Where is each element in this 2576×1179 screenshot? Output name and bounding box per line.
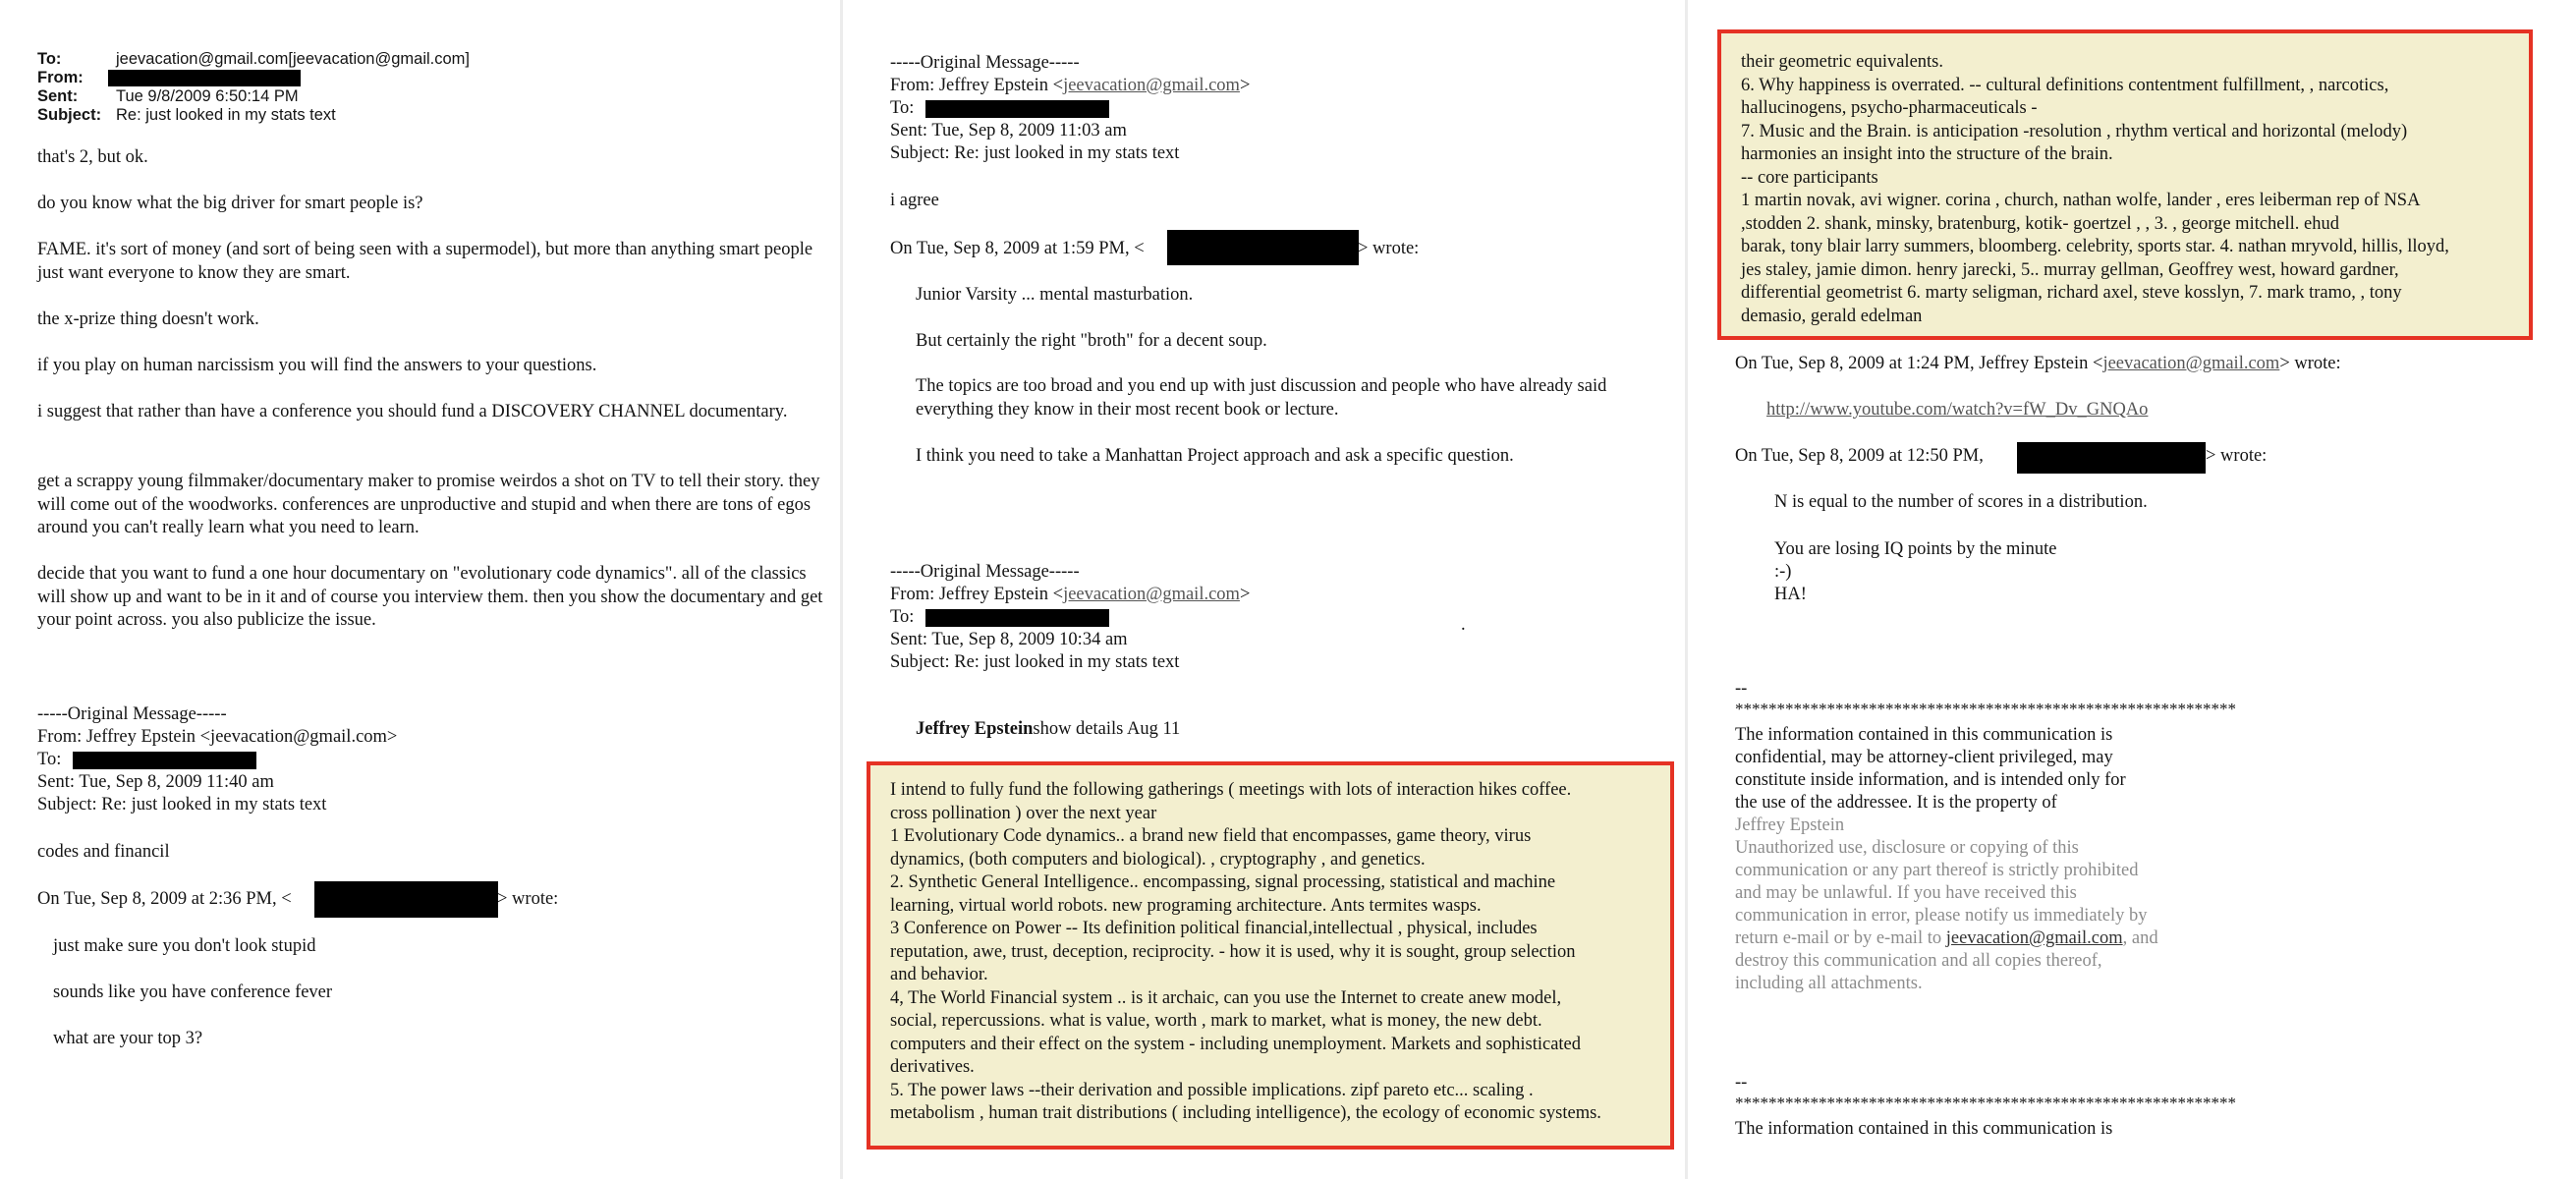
email-paragraph: do you know what the big driver for smart people is?: [37, 194, 423, 213]
disclaimer-line: communication in error, please notify us immediately by: [1735, 906, 2148, 926]
reply-body: codes and financil: [37, 842, 170, 862]
highlight-line: hallucinogens, psycho-pharmaceuticals -: [1741, 98, 2038, 118]
sender-meta: show details Aug 11: [1033, 719, 1181, 739]
highlight-line: 7. Music and the Brain. is anticipation -resolution , rhythm vertical and horizontal (melody): [1741, 121, 2408, 141]
redaction-bar: [925, 609, 1109, 627]
signature-stars: ************************************************************: [1735, 700, 2236, 718]
email-link[interactable]: jeevacation@gmail.com: [2102, 354, 2280, 373]
on-wrote-prefix: On Tue, Sep 8, 2009 at 1:59 PM, <: [890, 239, 1145, 258]
disclaimer-line: constitute inside information, and is intended only for: [1735, 770, 2126, 790]
sent-label: Sent:: [37, 87, 79, 105]
highlight-line: 1 martin novak, avi wigner. corina , church, nathan wolfe, lander , eres leiberman rep of NSA: [1741, 191, 2421, 210]
signature-stars: ************************************************************: [1735, 1094, 2236, 1112]
original-message-header: -----Original Message-----: [890, 562, 1080, 582]
highlight-line: 2. Synthetic General Intelligence.. encompassing, signal processing, statistical and machine: [890, 872, 1556, 892]
quoted-line: HA!: [1774, 585, 1807, 604]
youtube-link[interactable]: http://www.youtube.com/watch?v=fW_Dv_GNQAo: [1766, 400, 2149, 420]
orig-subject: Subject: Re: just looked in my stats text: [890, 143, 1180, 163]
quoted-line: N is equal to the number of scores in a distribution.: [1774, 492, 2148, 512]
quoted-line: :-): [1774, 562, 1792, 582]
on-wrote-suffix: > wrote:: [497, 889, 559, 909]
highlight-line: computers and their effect on the system - including unemployment. Markets and sophisticated: [890, 1034, 1581, 1054]
orig-to: To:: [37, 750, 62, 769]
orig-sent: Sent: Tue, Sep 8, 2009 11:40 am: [37, 772, 274, 792]
on-wrote-suffix: > wrote:: [2206, 446, 2268, 466]
quoted-paragraph: The topics are too broad and you end up with just discussion and people who have already said everything they know in their most recent book or lecture.: [916, 376, 1607, 420]
signature-dashes: --: [1735, 679, 1748, 699]
highlight-line: harmonies an insight into the structure of the brain.: [1741, 144, 2113, 164]
sender-line: [916, 717, 1180, 741]
disclaimer-line: and may be unlawful. If you have received this: [1735, 883, 2077, 903]
highlight-box-participants: [1717, 29, 2533, 340]
on-wrote-prefix: On Tue, Sep 8, 2009 at 12:50 PM,: [1735, 446, 1984, 466]
highlight-line: dynamics, (both computers and biological). , cryptography , and genetics.: [890, 849, 1426, 870]
orig-from: From: Jeffrey Epstein <jeevacation@gmail.com>: [37, 727, 398, 747]
quoted-line: sounds like you have conference fever: [53, 982, 333, 1002]
redaction-bar: [925, 100, 1109, 118]
highlight-line: demasio, gerald edelman: [1741, 306, 1923, 326]
highlight-line: 3 Conference on Power -- Its definition political financial,intellectual , physical, includes: [890, 919, 1538, 938]
quoted-line: I think you need to take a Manhattan Project approach and ask a specific question.: [916, 446, 1514, 466]
highlight-line: 4, The World Financial system .. is it archaic, can you use the Internet to create anew model,: [890, 987, 1562, 1008]
highlight-line: 1 Evolutionary Code dynamics.. a brand new field that encompasses, game theory, virus: [890, 826, 1532, 846]
highlight-line: 6. Why happiness is overrated. -- cultural definitions contentment fulfillment, , narcotics,: [1741, 75, 2389, 95]
highlight-line: jes staley, jamie dimon. henry jarecki, 5.. murray gellman, Geoffrey west, howard gardner,: [1741, 259, 2399, 280]
on-wrote-line: On Tue, Sep 8, 2009 at 1:24 PM, Jeffrey Epstein <jeevacation@gmail.com> wrote:: [1735, 354, 2341, 373]
disclaimer-line: return e-mail or by e-mail to jeevacation@gmail.com, and: [1735, 928, 2158, 948]
email-paragraph: the x-prize thing doesn't work.: [37, 309, 259, 329]
highlight-line: their geometric equivalents.: [1741, 52, 1943, 72]
quoted-line: You are losing IQ points by the minute: [1774, 539, 2057, 559]
disclaimer-line: Unauthorized use, disclosure or copying of this: [1735, 838, 2079, 858]
email-link[interactable]: jeevacation@gmail.com: [1945, 928, 2123, 948]
orig-subject: Subject: Re: just looked in my stats text: [37, 795, 327, 814]
disclaimer-line: the use of the addressee. It is the property of: [1735, 793, 2057, 813]
highlight-line: ,stodden 2. shank, minsky, bratenburg, kotik- goertzel , , 3. , george mitchell. ehud: [1741, 213, 2340, 234]
reply-body: i agree: [890, 191, 939, 210]
disclaimer-line: confidential, may be attorney-client privileged, may: [1735, 748, 2113, 767]
quoted-line: what are your top 3?: [53, 1029, 203, 1048]
from-label: From:: [37, 69, 84, 86]
quoted-line: just make sure you don't look stupid: [53, 936, 316, 956]
disclaimer-line: The information contained in this communication is: [1735, 1119, 2113, 1139]
highlight-line: reputation, awe, trust, deception, reciprocity. - how it is used, why it is sought, group selection: [890, 941, 1576, 962]
highlight-line: and behavior.: [890, 965, 988, 984]
highlight-line: metabolism , human trait distributions ( including intelligence), the ecology of economic systems.: [890, 1103, 1601, 1123]
sender-name: Jeffrey Epstein: [916, 719, 1034, 739]
highlight-line: social, repercussions. what is value, worth , mark to market, what is money, the new debt.: [890, 1011, 1542, 1031]
disclaimer-line: destroy this communication and all copies thereof,: [1735, 951, 2102, 971]
original-message-header: -----Original Message-----: [890, 53, 1080, 73]
document-page-2: [843, 0, 1685, 1179]
redaction-bar: [1167, 230, 1359, 265]
email-paragraph: FAME. it's sort of money (and sort of being seen with a supermodel), but more than anything smart people just want everyone to know they are smart.: [37, 240, 813, 283]
disclaimer-line: including all attachments.: [1735, 974, 1923, 993]
highlight-line: derivatives.: [890, 1057, 975, 1077]
orig-from: From: Jeffrey Epstein <jeevacation@gmail.com>: [890, 76, 1251, 95]
signature-dashes: --: [1735, 1073, 1748, 1093]
subject-value: Re: just looked in my stats text: [116, 106, 336, 124]
highlight-line: learning, virtual world robots. new programing architecture. Ants termites wasps.: [890, 895, 1482, 916]
redaction-bar: [73, 752, 256, 769]
highlight-line: I intend to fully fund the following gatherings ( meetings with lots of interaction hikes coffee.: [890, 780, 1572, 800]
on-wrote-prefix: On Tue, Sep 8, 2009 at 2:36 PM, <: [37, 889, 292, 909]
disclaimer-line: communication or any part thereof is strictly prohibited: [1735, 861, 2139, 880]
sent-value: Tue 9/8/2009 6:50:14 PM: [116, 87, 299, 105]
document-page-3: [1688, 0, 2576, 1179]
disclaimer-line: The information contained in this communication is: [1735, 725, 2113, 745]
to-label: To:: [37, 50, 62, 68]
orig-to: To:: [890, 607, 915, 627]
highlight-line: cross pollination ) over the next year: [890, 803, 1157, 823]
email-link[interactable]: jeevacation@gmail.com: [1063, 585, 1240, 604]
highlight-line: -- core participants: [1741, 167, 1878, 188]
email-paragraph: if you play on human narcissism you will find the answers to your questions.: [37, 356, 597, 375]
quoted-line: But certainly the right "broth" for a decent soup.: [916, 331, 1267, 351]
email-paragraph: get a scrappy young filmmaker/documentary maker to promise weirdos a shot on TV to tell their story. they will come out of the woodworks. conferences are unproductive and stupid and when there are tons of egos around you can't really learn what you need to learn.: [37, 472, 820, 537]
subject-label: Subject:: [37, 106, 102, 124]
redaction-bar: [2017, 442, 2206, 474]
stray-mark: .: [1461, 615, 1466, 635]
highlight-line: differential geometrist 6. marty seligman, richard axel, steve kosslyn, 7. mark tramo, , tony: [1741, 283, 2402, 303]
on-wrote-suffix: > wrote:: [1358, 239, 1420, 258]
email-paragraph: that's 2, but ok.: [37, 147, 148, 167]
original-message-header: -----Original Message-----: [37, 704, 227, 724]
disclaimer-line: Jeffrey Epstein: [1735, 815, 1845, 835]
quoted-line: Junior Varsity ... mental masturbation.: [916, 285, 1194, 305]
highlight-box-gatherings: [867, 761, 1674, 1150]
redaction-bar: [314, 881, 498, 918]
orig-subject: Subject: Re: just looked in my stats text: [890, 652, 1180, 672]
document-page-1: [0, 0, 840, 1179]
orig-sent: Sent: Tue, Sep 8, 2009 11:03 am: [890, 121, 1127, 140]
orig-from: From: Jeffrey Epstein <jeevacation@gmail.com>: [890, 585, 1251, 604]
email-paragraph: decide that you want to fund a one hour documentary on "evolutionary code dynamics". all of the classics will show up and want to be in it and of course you interview them. then you show the documentary and get your point across. you also publicize the issue.: [37, 564, 823, 630]
email-link[interactable]: jeevacation@gmail.com: [1063, 76, 1240, 95]
orig-to: To:: [890, 98, 915, 118]
orig-sent: Sent: Tue, Sep 8, 2009 10:34 am: [890, 630, 1128, 649]
highlight-line: barak, tony blair larry summers, bloomberg. celebrity, sports star. 4. nathan mryvold, hillis, lloyd,: [1741, 237, 2449, 256]
to-value: jeevacation@gmail.com[jeevacation@gmail.com]: [116, 50, 470, 68]
highlight-line: 5. The power laws --their derivation and possible implications. zipf pareto etc... scaling .: [890, 1080, 1534, 1100]
email-paragraph: i suggest that rather than have a conference you should fund a DISCOVERY CHANNEL documentary.: [37, 402, 788, 421]
